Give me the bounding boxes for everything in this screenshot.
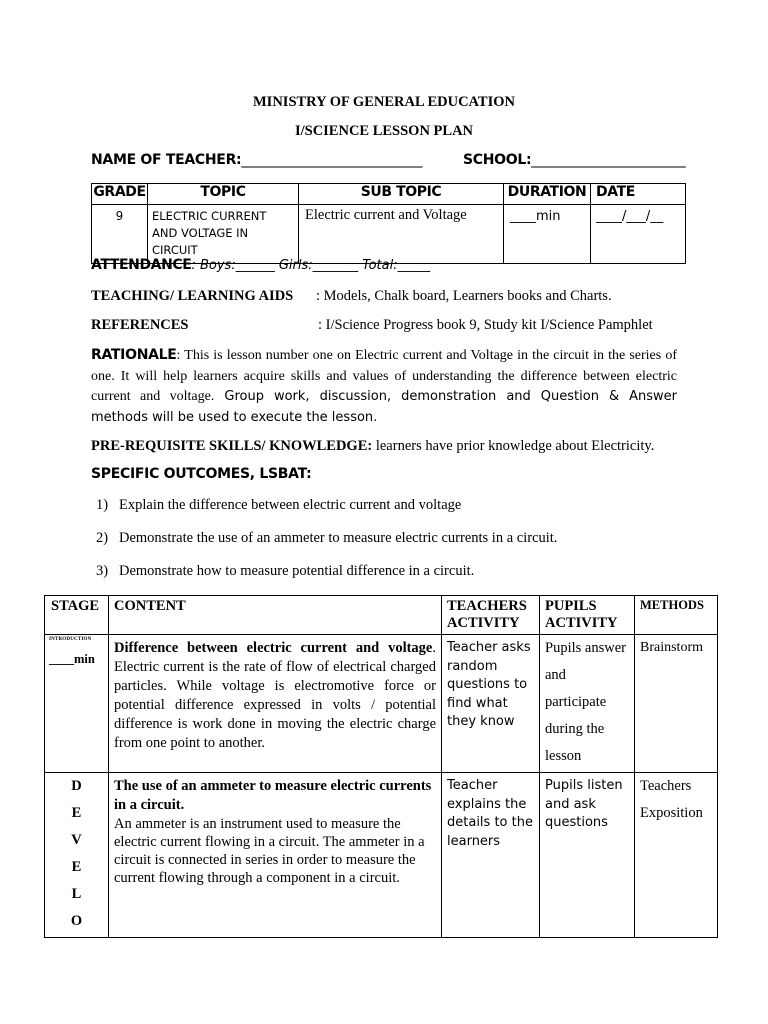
outcomes-heading: SPECIFIC OUTCOMES, LSBAT:	[91, 466, 312, 482]
pupils-activity-development: Pupils listen and ask questions	[540, 773, 635, 938]
grade-table-header	[92, 184, 686, 205]
outcome-number: 1)	[96, 497, 109, 513]
grade-value: 9	[92, 205, 148, 264]
attendance-value: : Boys:______ Girls:_______ Total:_____	[191, 258, 431, 273]
content-introduction-title: Difference between electric current and voltage	[114, 640, 433, 656]
duration-header: DURATION	[504, 184, 591, 205]
stage-letter: V	[71, 832, 82, 848]
stage-letter: O	[70, 913, 83, 929]
pupils-activity-introduction: Pupils answer and participate during the lesson	[540, 635, 635, 773]
teacher-activity-development: Teacher explains the details to the learners	[442, 773, 540, 938]
school-field	[463, 152, 685, 168]
content-header: CONTENT	[109, 596, 442, 635]
content-introduction-dot: .	[432, 640, 436, 656]
stage-letter: E	[71, 805, 82, 821]
references-label-text: REFERENCES	[91, 317, 189, 333]
stage-letter: L	[71, 886, 82, 902]
lesson-table	[44, 595, 718, 938]
teacher-activity-introduction: Teacher asks random questions to find what they know	[442, 635, 540, 773]
methods-development-1: Teachers	[640, 778, 692, 794]
rationale-label: RATIONALE	[91, 347, 177, 363]
methods-introduction: Brainstorm	[635, 635, 718, 773]
outcome-item	[96, 497, 461, 514]
grade-table-row	[92, 205, 686, 264]
content-development-title: The use of an ammeter to measure electric currents in a circuit.	[114, 778, 432, 813]
methods-header: METHODS	[635, 596, 718, 635]
teacher-label: NAME OF TEACHER:	[91, 152, 242, 168]
pupils-activity-header: PUPILS ACTIVITY	[540, 596, 635, 635]
lesson-row-introduction	[45, 635, 718, 773]
methods-development-2: Exposition	[640, 805, 703, 821]
outcome-text: Demonstrate how to measure potential difference in a circuit.	[119, 563, 475, 579]
prerequisite-label: PRE-REQUISITE SKILLS/ KNOWLEDGE:	[91, 438, 373, 454]
teachers-activity-header: TEACHERS ACTIVITY	[442, 596, 540, 635]
rationale-methods-text: Group work, discussion, demonstration and Question & Answer methods will be used to execute the lesson.	[91, 389, 677, 425]
outcome-number: 3)	[96, 563, 109, 579]
school-blank: _______________________	[531, 152, 686, 168]
lesson-plan-title: I/SCIENCE LESSON PLAN	[294, 123, 474, 139]
content-introduction-text	[114, 639, 436, 753]
outcome-number: 2)	[96, 530, 109, 546]
teacher-name-field	[91, 152, 422, 168]
stage-duration: ____min	[49, 652, 95, 666]
methods-development	[635, 773, 718, 938]
rationale-text: : This is lesson number one on Electric current and Voltage in the circuit in the series of one. It will help learners acquire skills and values of understanding the difference between electric current and voltage.	[91, 348, 677, 404]
outcome-text: Explain the difference between electric current and voltage	[119, 497, 462, 513]
stage-development	[45, 773, 109, 938]
content-introduction	[109, 635, 442, 773]
lesson-table-header	[45, 596, 718, 635]
teaching-aids-label	[91, 288, 293, 305]
grade-table	[91, 183, 686, 264]
content-introduction-body: Electric current is the rate of flow of electrical charged particles. While voltage is electromotive force or potential difference expressed in volts / potential difference is work done in moving the electric charge from one point to another.	[114, 659, 436, 751]
outcome-text: Demonstrate the use of an ammeter to measure electric currents in a circuit.	[119, 530, 558, 546]
topic-header: TOPIC	[148, 184, 299, 205]
stage-introduction	[45, 635, 109, 773]
sub-topic-header: SUB TOPIC	[299, 184, 504, 205]
teacher-blank: ___________________________	[241, 152, 423, 168]
date-value: ____/___/__	[591, 205, 686, 264]
date-header: DATE	[591, 184, 686, 205]
school-label: SCHOOL:	[463, 152, 532, 168]
attendance-line	[91, 257, 430, 273]
grade-header: GRADE	[92, 184, 148, 205]
rationale-paragraph	[91, 345, 677, 428]
sub-topic-value: Electric current and Voltage	[299, 205, 504, 264]
teaching-aids-value: : Models, Chalk board, Learners books and Charts.	[316, 288, 612, 304]
topic-value: ELECTRIC CURRENT AND VOLTAGE IN CIRCUIT	[148, 205, 299, 264]
prerequisite-value: learners have prior knowledge about Electricity.	[372, 438, 655, 454]
stage-letter: E	[71, 859, 82, 875]
teaching-aids-label-text: TEACHING/ LEARNING AIDS	[91, 288, 294, 304]
content-development	[109, 773, 442, 938]
duration-value: ____min	[504, 205, 591, 264]
outcome-item	[96, 530, 557, 547]
lesson-row-development	[45, 773, 718, 938]
ministry-title: MINISTRY OF GENERAL EDUCATION	[253, 94, 515, 110]
content-development-body: An ammeter is an instrument used to measure the electric current flowing in a circuit. The ammeter in a circuit is connected in series in order to measure the current flowing through a component in a circuit.	[114, 816, 425, 886]
stage-header: STAGE	[45, 596, 109, 635]
stage-introduction-label: INTRODUCTION	[49, 637, 92, 642]
stage-letter: D	[71, 778, 82, 794]
attendance-label: ATTENDANCE	[91, 257, 192, 273]
references-label	[91, 317, 189, 334]
prerequisite-line	[91, 438, 654, 455]
references-value: : I/Science Progress book 9, Study kit I/Science Pamphlet	[318, 317, 653, 333]
outcome-item	[96, 563, 474, 580]
